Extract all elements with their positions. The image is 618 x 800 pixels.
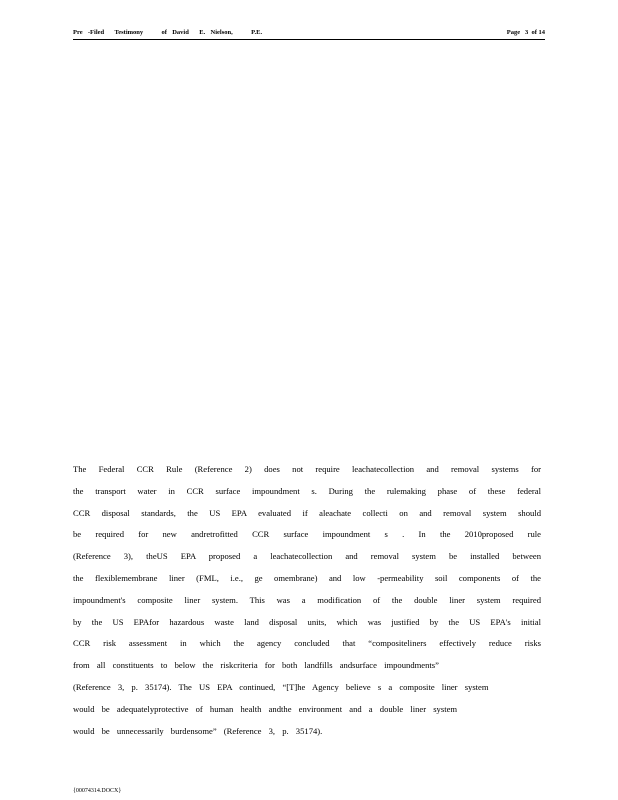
paragraph-line: impoundment's composite liner system. This was a modification of the double liner system required <box>73 594 541 605</box>
paragraph-line: from all constituents to below the riskcriteria for both landfills andsurface impoundments” <box>73 660 439 671</box>
paragraph-line: the flexiblemembrane liner (FML, i.e., ge omembrane) and low -permeability soil components of the <box>73 572 541 583</box>
page-header <box>73 28 545 40</box>
paragraph-line: The Federal CCR Rule (Reference 2) does not require leachatecollection and removal systems for <box>73 464 541 474</box>
paragraph-line: CCR disposal standards, the US EPA evaluated if aleachate collecti on and removal system should <box>73 507 541 518</box>
document-id-footer: {00074314.DOCX} <box>73 788 122 794</box>
paragraph-line: CCR risk assessment in which the agency concluded that “compositeliners effectively reduce risks <box>73 638 541 649</box>
page-number: Page 3 of 14 <box>506 29 545 36</box>
paragraph-line: by the US EPAfor hazardous waste land disposal units, which was justified by the US EPA's initial <box>73 616 541 627</box>
paragraph-line: be required for new andretrofitted CCR surface impoundment s . In the 2010proposed rule <box>73 529 541 540</box>
paragraph-line: (Reference 3), theUS EPA proposed a leachatecollection and removal system be installed between <box>73 551 541 562</box>
paragraph-line: would be adequatelyprotective of human health andthe environment and a double liner system <box>73 703 458 714</box>
paragraph-line: (Reference 3, p. 35174). The US EPA continued, “[T]he Agency believe s a composite liner system <box>73 681 489 692</box>
testimony-paragraph <box>73 463 541 746</box>
header-title: Pre -Filed Testimony of David E. Nielson, P.E. <box>73 29 263 36</box>
paragraph-line: would be unnecessarily burdensome” (Reference 3, p. 35174). <box>73 725 323 736</box>
paragraph-line: the transport water in CCR surface impoundment s. During the rulemaking phase of these federal <box>73 485 541 496</box>
